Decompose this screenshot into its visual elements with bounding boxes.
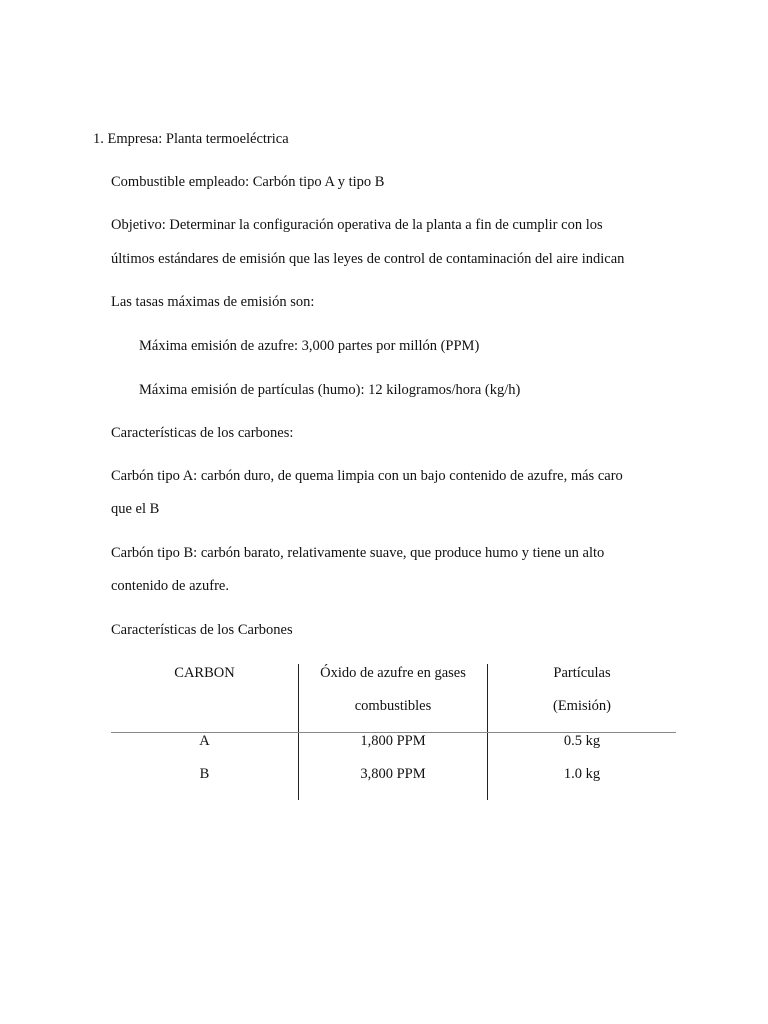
coal-a-line-2: que el B — [111, 501, 160, 517]
coal-table — [111, 664, 676, 800]
coal-b-line-1: Carbón tipo B: carbón barato, relativamente suave, que produce humo y tiene un alto — [111, 545, 605, 561]
header-sulfur-line-1: Óxido de azufre en gases — [320, 665, 466, 681]
fuel-line: Combustible empleado: Carbón tipo A y tipo B — [111, 174, 385, 190]
coal-characteristics-heading: Características de los carbones: — [111, 425, 294, 441]
header-particles-line-2: (Emisión) — [553, 698, 611, 714]
row-b-carbon: B — [199, 766, 210, 782]
header-particles-line-1: Partículas — [553, 665, 611, 681]
header-carbon: CARBON — [174, 665, 235, 681]
objective-line-2: últimos estándares de emisión que las leyes de control de contaminación del aire indican — [111, 251, 625, 267]
row-b-particles: 1.0 kg — [563, 766, 601, 782]
row-a-particles: 0.5 kg — [563, 733, 601, 749]
row-a-carbon: A — [199, 733, 210, 749]
particle-limit-line: Máxima emisión de partículas (humo): 12 kilogramos/hora (kg/h) — [139, 382, 521, 398]
table-caption: Características de los Carbones — [111, 622, 293, 638]
sulfur-limit-line: Máxima emisión de azufre: 3,000 partes por millón (PPM) — [139, 338, 480, 354]
objective-line-1: Objetivo: Determinar la configuración operativa de la planta a fin de cumplir con los — [111, 217, 603, 233]
emission-rates-heading: Las tasas máximas de emisión son: — [111, 294, 315, 310]
coal-b-line-2: contenido de azufre. — [111, 578, 229, 594]
item-heading: 1. Empresa: Planta termoeléctrica — [93, 131, 289, 147]
row-a-sulfur: 1,800 PPM — [360, 733, 426, 749]
coal-a-line-1: Carbón tipo A: carbón duro, de quema limpia con un bajo contenido de azufre, más caro — [111, 468, 623, 484]
header-sulfur-line-2: combustibles — [354, 698, 432, 714]
row-b-sulfur: 3,800 PPM — [360, 766, 426, 782]
